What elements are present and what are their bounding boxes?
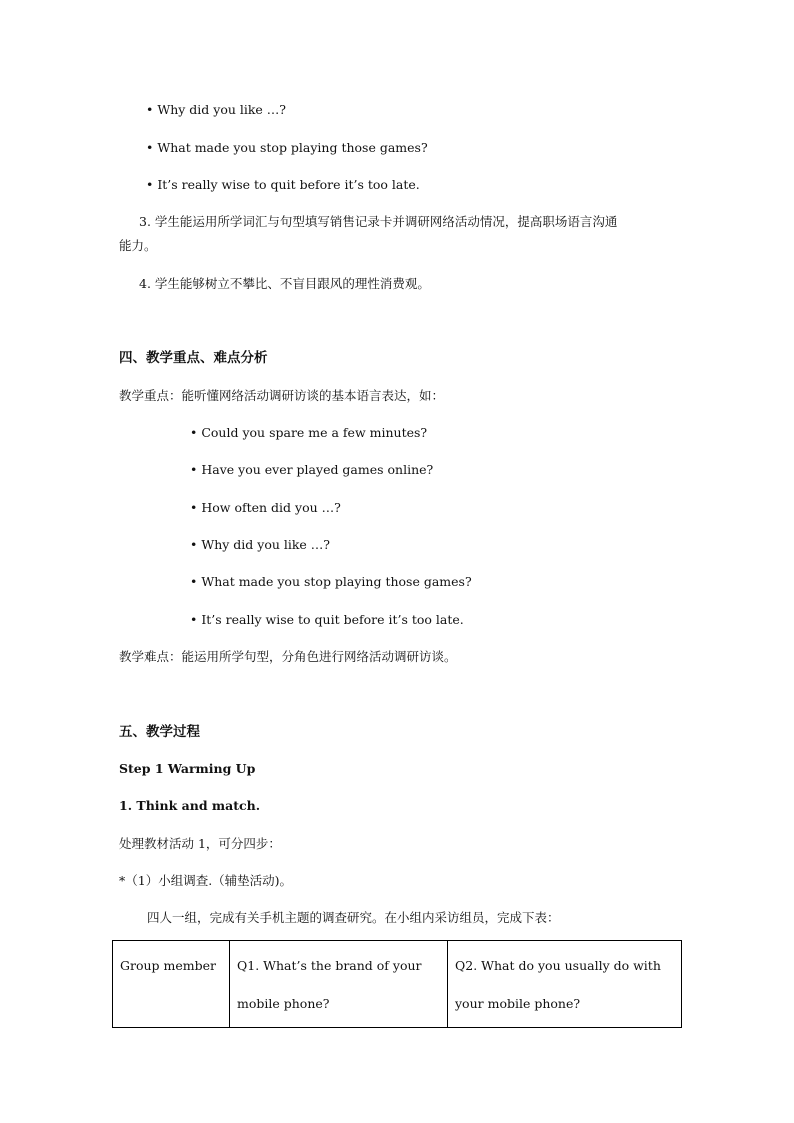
table-header-text: Q1. What’s the brand of your mobile phone? — [237, 958, 422, 1011]
key-phrase: • What made you stop playing those games? — [190, 574, 472, 589]
survey-instruction: 四人一组，完成有关手机主题的调查研究。在小组内采访组员，完成下表： — [147, 910, 560, 925]
objective-question: • Why did you like …? — [146, 102, 287, 117]
objective-4: 4. 学生能够树立不攀比、不盲目跟风的理性消费观。 — [139, 276, 430, 291]
key-phrase: • How often did you …? — [190, 500, 341, 515]
objective-question: • What made you stop playing those games? — [146, 140, 428, 155]
objective-3-line-2: 能力。 — [119, 238, 157, 253]
table-header-text: Q2. What do you usually do with your mobile phone? — [455, 958, 661, 1011]
objective-3-line-1: 3. 学生能运用所学词汇与句型填写销售记录卡并调研网络活动情况，提高职场语言沟通 — [139, 214, 618, 229]
table-header-cell — [230, 941, 448, 1028]
substep-title: *（1）小组调查.（辅垫活动)。 — [119, 873, 293, 888]
key-phrase: • Could you spare me a few minutes? — [190, 425, 428, 440]
survey-table — [112, 940, 682, 1028]
table-header-text: Group member — [120, 958, 216, 973]
section-heading-key-points: 四、教学重点、难点分析 — [119, 350, 268, 366]
step-title: Step 1 Warming Up — [119, 761, 256, 776]
objective-question: • It’s really wise to quit before it’s too late. — [146, 177, 420, 192]
difficult-point: 教学难点：能运用所学句型，分角色进行网络活动调研访谈。 — [119, 649, 457, 664]
key-phrase: • Have you ever played games online? — [190, 462, 434, 477]
table-header-cell — [113, 941, 230, 1028]
table-header-cell — [448, 941, 682, 1028]
key-phrase: • Why did you like …? — [190, 537, 331, 552]
key-phrase: • It’s really wise to quit before it’s too late. — [190, 612, 464, 627]
activity-title: 1. Think and match. — [119, 798, 261, 813]
activity-intro: 处理教材活动 1，可分四步： — [119, 836, 281, 851]
table-row — [113, 941, 682, 1028]
section-heading-process: 五、教学过程 — [119, 724, 200, 740]
key-point-intro: 教学重点：能听懂网络活动调研访谈的基本语言表达，如： — [119, 388, 445, 403]
